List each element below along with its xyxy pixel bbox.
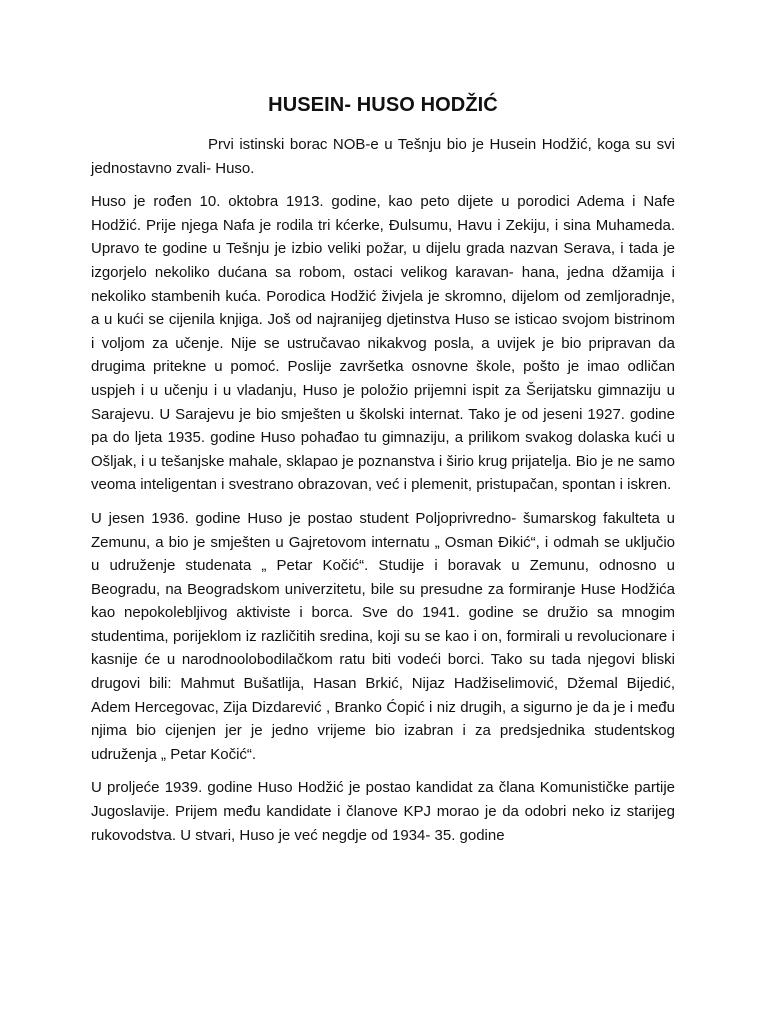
paragraph-party-membership: U proljeće 1939. godine Huso Hodžić je postao kandidat za člana Komunističke partije Jugoslavije. Prijem među kandidate i članove KPJ morao je da odobri neko iz starijeg rukovodstva. U stvari, Huso je već negdje od 1934- 35. godine <box>91 779 675 844</box>
document-title: HUSEIN- HUSO HODŽIĆ <box>268 94 498 116</box>
paragraph-intro: Prvi istinski borac NOB-e u Tešnju bio je Husein Hodžić, koga su svi jednostavno zvali- Huso. <box>91 136 675 177</box>
document-body <box>91 92 675 857</box>
paragraph-early-life: Huso je rođen 10. oktobra 1913. godine, kao peto dijete u porodici Adema i Nafe Hodžić. Prije njega Nafa je rodila tri kćerke, Đulsumu, Havu i Zekiju, i sina Muhameda. Upravo te godine u Tešnju je izbio veliki požar, u dijelu grada nazvan Serava, i tada je izgorjelo nekoliko dućana sa robom, ostaci velikog karavan- hana, jedna džamija i nekoliko stambenih kuća. Porodica Hodžić živjela je skromno, dijelom od zemljoradnje, a u kući se cijenila knjiga. Još od najranijeg djetinstva Huso se isticao svojom bistrinom i voljom za učenje. Nije se ustručavao nikakvog posla, a uvijek je bio pripravan da drugima pritekne u pomoć. Poslije završetka osnovne škole, pošto je imao odličan uspjeh i u učenju i u vladanju, Huso je položio prijemni ispit za Šerijatsku gimnaziju u Sarajevu. U Sarajevu je bio smješten u školski internat. Tako je od jeseni 1927. godine pa do ljeta 1935. godine Huso pohađao tu gimnaziju, a prilikom svakog dolaska kući u Ošljak, i u tešanjske mahale, sklapao je poznanstva i širio krug prijatelja. Bio je ne samo veoma inteligentan i svestrano obrazovan, već i plemenit, pristupačan, spontan i iskren. <box>91 193 675 494</box>
paragraph-studies: U jesen 1936. godine Huso je postao student Poljoprivredno- šumarskog fakulteta u Zemunu, a bio je smješten u Gajretovom internatu „ Osman Đikić“, i odmah se uključio u udruženje studenata „ Petar Kočić“. Studije i boravak u Zemunu, odnosno u Beogradu, na Beogradskom univerzitetu, bile su presudne za formiranje Huse Hodžića kao nepokolebljivog aktiviste i borca. Sve do 1941. godine se družio sa mnogim studentima, porijeklom iz različitih sredina, koji su se kao i on, formirali u revolucionare i kasnije će u narodnoolobodilačkom ratu biti vodeći borci. Tako su tada njegovi bliski drugovi bili: Mahmut Bušatlija, Hasan Brkić, Nijaz Hadžiselimović, Džemal Bijedić, Adem Hercegovac, Zija Dizdarević , Branko Ćopić i niz drugih, a sigurno je da je i među njima bio cijenjen jer je jedno vrijeme bio izabran i za predsjednika studentskog udruženja „ Petar Kočić“. <box>91 509 675 763</box>
